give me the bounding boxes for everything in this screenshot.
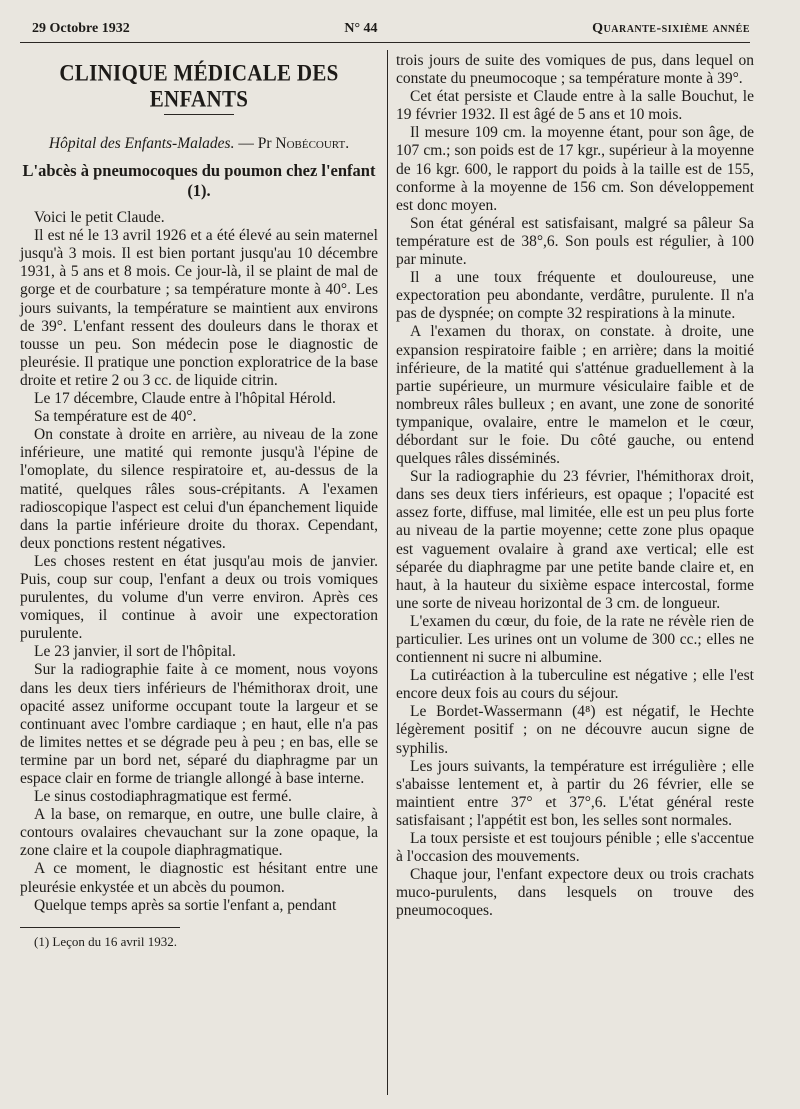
paragraph: A l'examen du thorax, on constate. à droite, une expansion respiratoire faible ; en arrière; dans la moitié inférieure, de la matité qui s'atténue graduellement à la partie supérieure, un murmure vésiculaire faible et de nombreux râles bulleux ; en avant, une zone de sonorité tympanique, ovalaire, entre le mamelon et le cœur, débordant sur le foie. Du côté gauche, ou entend quelques râles disséminés. [396, 323, 754, 468]
paragraph: A la base, on remarque, en outre, une bulle claire, à contours ovalaires chevauchant sur la zone opaque, la zone claire et la coupole diaphragmatique. [20, 806, 378, 860]
paragraph: Le Bordet-Wassermann (4⁸) est négatif, le Hechte légèrement positif ; on ne découvre aucun signe de syphilis. [396, 703, 754, 757]
paragraph: Chaque jour, l'enfant expectore deux ou trois crachats muco-purulents, dans lesquels on trouve des pneumocoques. [396, 866, 754, 920]
paragraph: La cutiréaction à la tuberculine est négative ; elle l'est encore deux fois au cours du séjour. [396, 667, 754, 703]
byline [20, 135, 378, 153]
paragraph: Il a une toux fréquente et douloureuse, une expectoration peu abondante, verdâtre, purulente. Il n'a pas de dyspnée; on compte 32 respirations à la minute. [396, 269, 754, 323]
byline-hospital: Hôpital des Enfants-Malades. [48, 135, 235, 152]
paragraph: Le sinus costodiaphragmatique est fermé. [34, 788, 292, 806]
issue-date: 29 Octobre 1932 [32, 21, 130, 36]
paragraph: On constate à droite en arrière, au niveau de la zone inférieure, une matité qui remonte jusqu'à l'épine de l'omoplate, du silence respiratoire et, au-dessus de la matité, quelques râles sous-crépitants. A l'examen radioscopique l'aspect est celui d'un épanchement liquide dans la partie inférieure droite du thorax. Cependant, deux ponctions restent négatives. [20, 426, 378, 552]
paragraph: Cet état persiste et Claude entre à la salle Bouchut, le 19 février 1932. Il est âgé de 5 ans et 10 mois. [396, 88, 754, 124]
byline-professor-name: Nobécourt. [275, 135, 350, 152]
paragraph: Il mesure 109 cm. la moyenne étant, pour son âge, de 107 cm.; son poids est de 17 kgr., supérieur à la moyenne de 16 kgr. 600, le rapport du poids à la taille est de 155, conforme à la moyenne de 156 cm. Son développement est donc moyen. [396, 124, 754, 214]
footnote-divider [20, 927, 180, 928]
byline-dash: — [234, 135, 258, 152]
paragraph: Les choses restent en état jusqu'au mois de janvier. Puis, coup sur coup, l'enfant a deux ou trois vomiques purulentes, du volume d'un verre environ. Après ces vomiques, il continue à avoir une expectoration purulente. [20, 552, 378, 643]
article-title: L'abcès à pneumocoques du poumon chez l'enfant (1). [22, 161, 376, 201]
paragraph: Quelque temps après sa sortie l'enfant a, pendant [34, 896, 337, 914]
paragraph: Sur la radiographie du 23 février, l'hémithorax droit, dans ses deux tiers inférieurs, est opaque ; l'opacité est assez forte, diffuse, mal limitée, elle est un peu plus forte au niveau de la partie moyenne; cette zone plus opaque est vaguement ovalaire à grand axe vertical; elle est séparée du diaphragme par une petite bande claire et, en haut, à la hauteur du sixième espace intercostal, forme une sorte de niveau horizontal de 3 cm. de longueur. [396, 468, 754, 612]
paragraph: Les jours suivants, la température est irrégulière ; elle s'abaisse lentement et, à partir du 26 février, elle se maintient entre 37° et 37°,6. L'état général reste satisfaisant ; l'appétit est bon, les selles sont normales. [396, 757, 754, 829]
paragraph: Le 23 janvier, il sort de l'hôpital. [34, 643, 236, 661]
header-divider [20, 42, 750, 43]
paragraph: Sa température est de 40°. [34, 408, 197, 426]
footnote: (1) Leçon du 16 avril 1932. [34, 933, 177, 949]
page-header [32, 18, 750, 40]
section-title: CLINIQUE MÉDICALE DES ENFANTS [59, 60, 339, 112]
issue-year: Quarante-sixième année [592, 21, 750, 36]
paragraph: La toux persiste et est toujours pénible ; elle s'accentue à l'occasion des mouvements. [396, 830, 754, 866]
left-body [20, 209, 378, 915]
paragraph: Il est né le 13 avril 1926 et a été élevé au sein maternel jusqu'à 3 mois. Il est bien portant jusqu'au 10 décembre 1931, à 5 ans et 8 mois. Ce jour-là, il se plaint de mal de gorge et de courbature ; sa température monte à 40°. Les jours suivants, la température se maintient aux environs de 39°. L'enfant ressent des douleurs dans le thorax et tousse un peu. Son médecin pose le diagnostic de pleurésie. Il pratique une ponction exploratrice de la base droite et retire 2 ou 3 cc. de liquide citrin. [20, 227, 378, 389]
issue-number: N° 44 [344, 21, 378, 36]
paragraph: trois jours de suite des vomiques de pus, dans lequel on constate du pneumocoque ; sa température monte à 39°. [396, 52, 754, 88]
title-divider [164, 114, 234, 115]
byline-professor-prefix: Pr [257, 135, 276, 152]
left-column [20, 52, 378, 950]
paragraph: Voici le petit Claude. [34, 209, 165, 227]
paragraph: A ce moment, le diagnostic est hésitant entre une pleurésie enkystée et un abcès du poumon. [20, 860, 378, 896]
paragraph: L'examen du cœur, du foie, de la rate ne révèle rien de particulier. Les urines ont un volume de 300 cc.; elles ne contiennent ni sucre ni albumine. [396, 612, 754, 667]
right-column [396, 52, 754, 921]
column-divider [387, 50, 388, 1095]
paragraph: Son état général est satisfaisant, malgré sa pâleur Sa température est de 38°,6. Son pouls est régulier, à 100 par minute. [396, 214, 754, 269]
paragraph: Sur la radiographie faite à ce moment, nous voyons dans les deux tiers inférieurs de l'hémithorax droit, une opacité assez uniforme occupant toute la largeur et se continuant avec l'ombre cardiaque ; en haut, elle n'a pas de limites nettes et se dégrade peu à peu ; en bas, elle se termine par un bord net, séparé du diaphragme par un espace clair en forme de triangle allongé à base interne. [20, 661, 378, 787]
paragraph: Le 17 décembre, Claude entre à l'hôpital Hérold. [34, 390, 336, 408]
